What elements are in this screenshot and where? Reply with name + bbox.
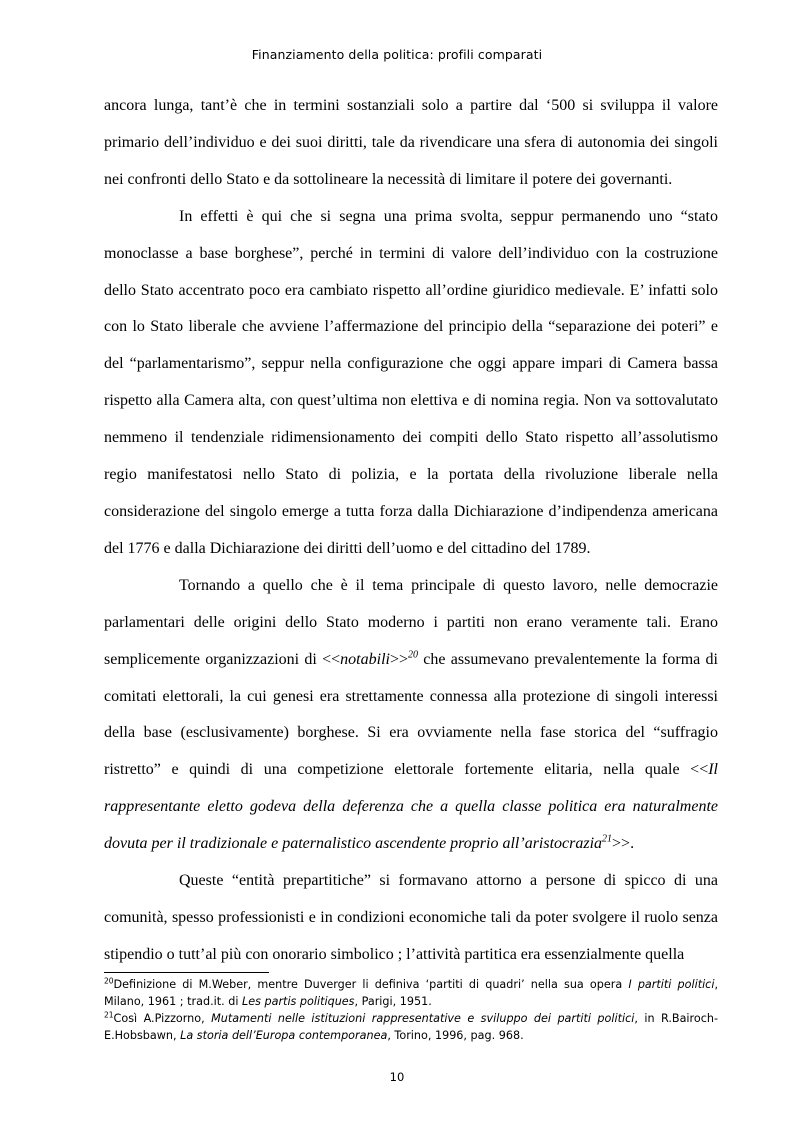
footnote-21-number: 21 [104, 1010, 114, 1020]
footnote-20-title-1: I partiti politici [628, 978, 715, 991]
footnote-21-title-2: La storia dell’Europa contemporanea [180, 1029, 388, 1042]
footnote-20-text-b: , Milano, 1961 ; trad.it. di [104, 978, 719, 1008]
footnote-20-title-2: Les partis politiques [242, 995, 355, 1008]
footnote-20 [104, 976, 718, 1010]
body-text [104, 88, 718, 974]
paragraph-1: ancora lunga, tant’è che in termini sostanziali solo a partire dal ‘500 si sviluppa il valore primario dell’individuo e dei suoi diritti, tale da rivendicare una sfera di autonomia dei singoli nei confronti dello Stato e da sottolineare la necessità di limitare il potere dei governanti. [104, 97, 718, 188]
footnote-ref-20[interactable] [408, 649, 418, 660]
footnote-ref-21-label: 21 [602, 833, 613, 845]
paragraph-3-text-c: che assumevano prevalentemente la forma di comitati elettorali, la cui genesi era strettamente connessa alla protezione di singoli interessi della base (esclusivamente) borghese. Si era ovviamente nella fase storica del “suffragio ristretto” e quindi di una competizione elettorale fortemente elitaria, nella quale << [104, 650, 718, 779]
pizzorno-quote: Il rappresentante eletto godeva della deferenza che a quella classe politica era naturalmente dovuta per il tradizionale e paternalistico ascendente proprio all’aristocrazia [104, 761, 718, 853]
paragraph-3-text-b: >> [389, 650, 408, 668]
footnote-21-text-a: Così A.Pizzorno, [113, 1012, 212, 1025]
footnotes [104, 976, 718, 1044]
footnote-21-text-c: , Torino, 1996, pag. 968. [387, 1029, 524, 1042]
footnote-ref-21[interactable] [602, 834, 612, 845]
footnote-21-text-b: , in R.Bairoch-E.Hobsbawn, [104, 1012, 719, 1042]
footnote-separator [104, 972, 269, 973]
running-header: Finanziamento della politica: profili comparati [251, 47, 543, 62]
footnote-20-number: 20 [104, 976, 114, 986]
footnote-ref-20-label: 20 [408, 649, 418, 661]
footnote-21 [104, 1010, 718, 1044]
footnote-21-title-1: Mutamenti nelle istituzioni rappresentative e sviluppo dei partiti politici [211, 1012, 635, 1025]
page-number: 10 [389, 1070, 405, 1084]
paragraph-3-text-d: >>. [612, 835, 635, 853]
footnote-20-text-a: Definizione di M.Weber, mentre Duverger li definiva ‘partiti di quadri’ nella sua opera [113, 978, 629, 991]
paragraph-4: Queste “entità prepartitiche” si formavano attorno a persone di spicco di una comunità, spesso professionisti e in condizioni economiche tali da poter svolgere il ruolo senza stipendio o tutt’al più con onorario simbolico ; l’attività partitica era essenzialmente quella [104, 872, 718, 963]
paragraph-3 [104, 568, 718, 863]
paragraph-3-text-a: Tornando a quello che è il tema principale di questo lavoro, nelle democrazie parlamentari delle origini dello Stato moderno i partiti non erano veramente tali. Erano semplicemente organizzazioni di << [104, 576, 718, 668]
footnote-20-text-c: , Parigi, 1951. [354, 995, 432, 1008]
paragraph-2: In effetti è qui che si segna una prima svolta, seppur permanendo uno “stato monoclasse a base borghese”, perché in termini di valore dell’individuo con la costruzione dello Stato accentrato poco era cambiato rispetto all’ordine giuridico medievale. E’ infatti solo con lo Stato liberale che avviene l’affermazione del principio della “separazione dei poteri” e del “parlamentarismo”, seppur nella configurazione che oggi appare impari di Camera bassa rispetto alla Camera alta, con quest’ultima non elettiva e di nomina regia. Non va sottovalutato nemmeno il tendenziale ridimensionamento dei compiti dello Stato rispetto all’assolutismo regio manifestatosi nello Stato di polizia, e la portata della rivoluzione liberale nella considerazione del singolo emerge a tutta forza dalla Dichiarazione d’indipendenza americana del 1776 e dalla Dichiarazione dei diritti dell’uomo e del cittadino del 1789. [104, 207, 718, 557]
notabili-term: notabili [340, 650, 390, 668]
